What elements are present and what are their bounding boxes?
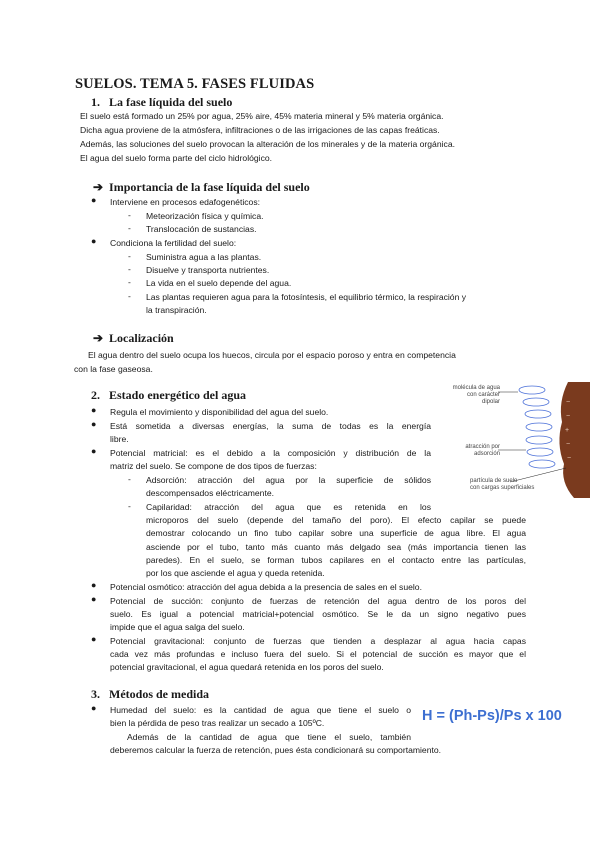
charge-sign: − bbox=[566, 441, 571, 448]
diagram-label-particula bbox=[470, 478, 560, 492]
bullet-icon: ● bbox=[91, 195, 97, 205]
list-item-continuation: impide que el agua salga del suelo. bbox=[110, 622, 245, 632]
sub-list-item-continuation: la transpiración. bbox=[146, 305, 207, 315]
dash-icon: - bbox=[128, 501, 131, 511]
diagram-label-line: dipolar bbox=[481, 399, 500, 405]
dash-icon: - bbox=[128, 474, 131, 484]
subsection-heading-importancia: ➔ Importancia de la fase líquida del suelo bbox=[93, 180, 310, 194]
list-item: Potencial osmótico: atracción del agua debida a la presencia de sales en el suelo. bbox=[110, 582, 422, 592]
bullet-icon: ● bbox=[91, 580, 97, 590]
soil-particle-shape bbox=[559, 382, 590, 498]
paragraph-line: Además, las soluciones del suelo provocan la alteración de los minerales y de la materia orgánica. bbox=[80, 139, 455, 149]
list-item: Interviene en procesos edafogenéticos: bbox=[110, 197, 261, 207]
diagram-label-line: con cargas superficiales bbox=[470, 485, 535, 491]
dash-icon: - bbox=[128, 277, 131, 287]
humidity-formula: H = (Ph-Ps)/Ps x 100 bbox=[422, 708, 562, 724]
page-title: SUELOS. TEMA 5. FASES FLUIDAS bbox=[75, 76, 315, 92]
dash-icon: - bbox=[128, 264, 131, 274]
list-item-continuation: bien la pérdida de peso tras realizar un secado a 105ºC. bbox=[110, 718, 325, 728]
list-item: Potencial matricial: es el debido a la composición y distribución de la bbox=[110, 448, 431, 458]
bullet-icon: ● bbox=[91, 405, 97, 415]
list-item: Potencial de succión: conjunto de fuerzas de retención del agua dentro de los poros del bbox=[110, 596, 526, 606]
sub-list-item: Disuelve y transporta nutrientes. bbox=[146, 265, 270, 275]
list-item: Humedad del suelo: es la cantidad de agua que tiene el suelo o bbox=[110, 705, 411, 715]
sub-list-item: Capilaridad: atracción del agua que es retenida en los bbox=[146, 502, 431, 512]
section-heading-fase-liquida: 1. La fase líquida del suelo bbox=[91, 95, 233, 109]
paragraph-line: deberemos calcular la fuerza de retención, pues ésta condicionará su comportamiento. bbox=[110, 745, 442, 755]
dash-icon: - bbox=[128, 251, 131, 261]
bullet-icon: ● bbox=[91, 634, 97, 644]
paragraph-line: paredes). En el suelo, se forman tubos capilares en el contacto entre las partículas, bbox=[146, 555, 526, 565]
list-item-continuation: cada vez más profundas e incluso fuera del suelo. Si el potencial de succión es mayor que el bbox=[110, 649, 526, 659]
dash-icon: - bbox=[128, 223, 131, 233]
list-item: Condiciona la fertilidad del suelo: bbox=[110, 238, 237, 248]
paragraph-line: Dicha agua proviene de la atmósfera, infiltraciones o de las irrigaciones de las capas freáticas. bbox=[80, 125, 440, 135]
water-molecule-icon bbox=[526, 436, 552, 444]
list-item: Está sometida a diversas energías, la suma de todas es la energía bbox=[110, 421, 431, 431]
paragraph-line: El agua dentro del suelo ocupa los huecos, circula por el espacio poroso y entra en competencia bbox=[88, 350, 456, 360]
dash-icon: - bbox=[128, 291, 131, 301]
bullet-icon: ● bbox=[91, 703, 97, 713]
water-molecule-icon bbox=[523, 398, 549, 406]
water-molecule-icon bbox=[519, 386, 545, 394]
paragraph-line: con la fase gaseosa. bbox=[74, 364, 153, 374]
paragraph-line: Además de la cantidad de agua que tiene el suelo, también bbox=[127, 732, 411, 742]
paragraph-line: El suelo está formado un 25% por agua, 25% aire, 45% materia mineral y 5% materia orgánica. bbox=[80, 111, 444, 121]
section-heading-metodos: 3. Métodos de medida bbox=[91, 687, 209, 701]
sub-list-item: La vida en el suelo depende del agua. bbox=[146, 278, 292, 288]
bullet-icon: ● bbox=[91, 446, 97, 456]
water-molecule-icon bbox=[526, 423, 552, 431]
list-item: Potencial gravitacional: conjunto de fuerzas que tienden a desplazar al agua hacia capas bbox=[110, 636, 526, 646]
list-item-continuation: matriz del suelo. Se compone de dos tipos de fuerzas: bbox=[110, 461, 317, 471]
sub-list-item: Meteorización física y química. bbox=[146, 211, 264, 221]
paragraph-line: por los que asciende el agua y queda retenida. bbox=[146, 568, 325, 578]
diagram-label-molecula bbox=[438, 385, 500, 406]
sub-list-item: Suministra agua a las plantas. bbox=[146, 252, 262, 262]
bullet-icon: ● bbox=[91, 594, 97, 604]
paragraph-line: asciende por el tubo, tanto más cuanto más delgado sea (más importancia tienen las bbox=[146, 542, 526, 552]
paragraph-line: El agua del suelo forma parte del ciclo hidrológico. bbox=[80, 153, 273, 163]
bullet-icon: ● bbox=[91, 236, 97, 246]
list-item-continuation: libre. bbox=[110, 434, 129, 444]
paragraph-line: microporos del suelo (depende del tamaño del poro). El efecto capilar se puede bbox=[146, 515, 526, 525]
diagram-label-atraccion bbox=[438, 444, 500, 458]
sub-list-item: Translocación de sustancias. bbox=[146, 224, 257, 234]
list-item-continuation: suelo. Es igual a potencial matricial+potencial osmótico. Se le da un signo negativo pues bbox=[110, 609, 526, 619]
charge-sign: − bbox=[566, 399, 571, 406]
paragraph-line: demostrar colocando un fino tubo capilar sobre una superficie de agua libre. El agua bbox=[146, 528, 526, 538]
dash-icon: - bbox=[128, 210, 131, 220]
sub-list-item: Las plantas requieren agua para la fotosíntesis, el equilibrio térmico, la respiración y bbox=[146, 292, 467, 302]
bullet-icon: ● bbox=[91, 419, 97, 429]
charge-sign: − bbox=[567, 455, 572, 462]
diagram-label-line: con carácter bbox=[466, 392, 500, 398]
water-molecule-icon bbox=[529, 460, 555, 468]
charge-sign: − bbox=[566, 413, 571, 420]
diagram-label-line: atracción por bbox=[465, 444, 500, 450]
sub-list-item-continuation: descompensados eléctricamente. bbox=[146, 488, 275, 498]
water-molecule-icon bbox=[525, 410, 551, 418]
section-heading-estado-energetico: 2. Estado energético del agua bbox=[91, 388, 246, 402]
diagram-label-line: molécula de agua bbox=[452, 385, 500, 391]
list-item: Regula el movimiento y disponibilidad del agua del suelo. bbox=[110, 407, 329, 417]
water-molecule-icon bbox=[527, 448, 553, 456]
charge-sign: + bbox=[565, 427, 570, 434]
list-item-continuation: potencial gravitacional, el agua quedará retenida en los poros del suelo. bbox=[110, 662, 384, 672]
diagram-label-line: adsorción bbox=[473, 451, 500, 457]
diagram-label-line: partícula de suelo bbox=[470, 478, 518, 484]
subsection-heading-localizacion: ➔ Localización bbox=[93, 331, 174, 345]
sub-list-item: Adsorción: atracción del agua por la superficie de sólidos bbox=[146, 475, 431, 485]
